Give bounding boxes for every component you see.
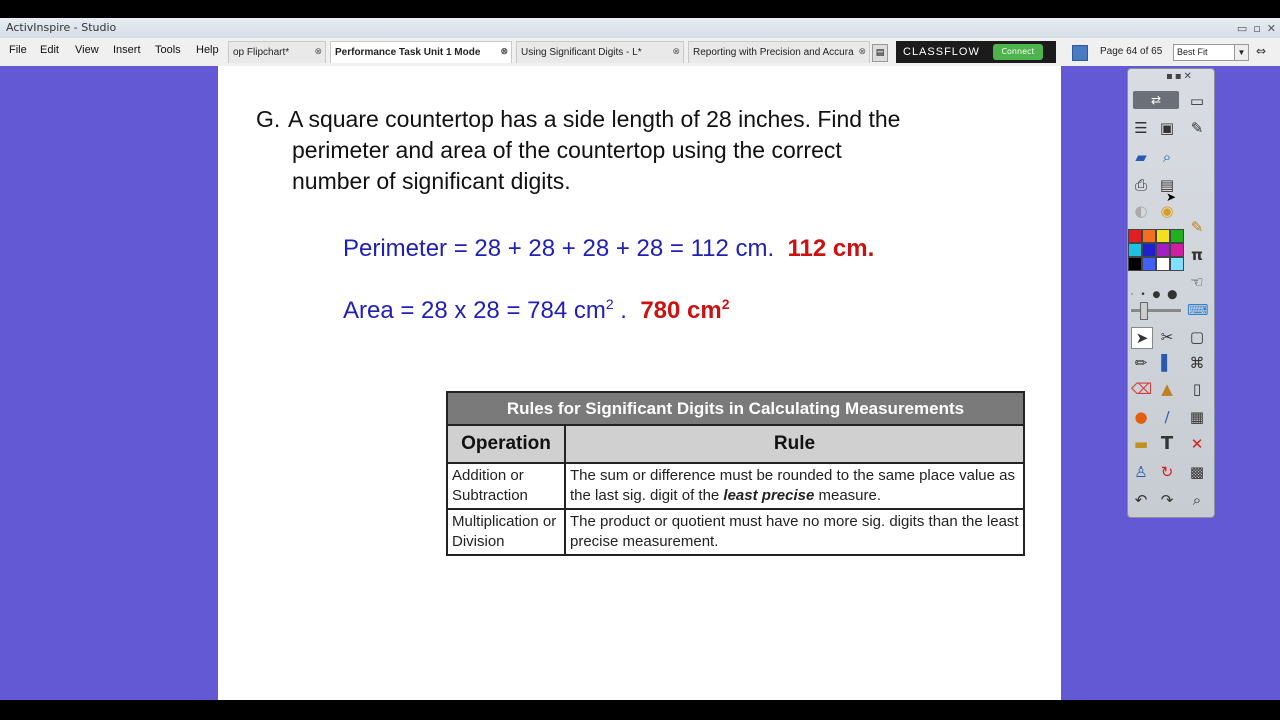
window-title: ActivInspire - Studio: [6, 21, 117, 34]
tab-label: Reporting with Precision and Accura: [693, 47, 854, 58]
tab-list-icon[interactable]: ▤: [872, 44, 888, 62]
rule-text: The product or quotient must have no more sig. digits than the least precise measurement.: [570, 513, 1019, 550]
rules-table: [446, 391, 1025, 556]
operation-cell: Addition or Subtraction: [447, 463, 565, 509]
tab-using-significant-digits[interactable]: [516, 41, 684, 63]
grid-icon[interactable]: ▦: [1189, 408, 1205, 426]
rule-cell: [565, 509, 1024, 555]
color-swatch-sky[interactable]: [1170, 257, 1184, 271]
question-line-2: perimeter and area of the countertop using the correct: [292, 137, 842, 163]
color-swatch-purple[interactable]: [1156, 243, 1170, 257]
area-exponent: 2: [605, 296, 614, 312]
menu-edit[interactable]: Edit: [40, 44, 59, 56]
delete-icon[interactable]: ✕: [1190, 435, 1204, 453]
menu-view[interactable]: View: [75, 44, 99, 56]
restore-icon[interactable]: ▫: [1253, 21, 1261, 35]
question-text: [256, 104, 1016, 197]
connector-icon[interactable]: ∕: [1164, 408, 1170, 426]
rule-text: The sum or difference must be rounded to the same place value as the last sig. digit of the: [570, 467, 1015, 504]
color-swatch-light-blue[interactable]: [1142, 257, 1156, 271]
window-controls: [1237, 19, 1276, 37]
pen-icon[interactable]: ✏: [1134, 354, 1148, 372]
page-icon[interactable]: ▢: [1189, 328, 1205, 346]
tab-label: Using Significant Digits - L*: [521, 47, 642, 58]
area-equation: Area = 28 x 28 = 784 cm: [343, 297, 606, 324]
table-row: [447, 463, 1024, 509]
undo-dim-icon[interactable]: ◐: [1134, 202, 1148, 220]
color-swatch-black[interactable]: [1128, 257, 1142, 271]
redo-icon[interactable]: ↷: [1160, 491, 1174, 509]
shape-icon[interactable]: ●: [1134, 408, 1148, 426]
rule-emphasis: least precise: [723, 487, 815, 504]
color-swatch-white[interactable]: [1156, 257, 1170, 271]
rules-table-title: Rules for Significant Digits in Calculating Measurements: [447, 392, 1024, 425]
screen-capture-icon[interactable]: ▩: [1189, 463, 1205, 481]
operation-cell: Multiplication or Division: [447, 509, 565, 555]
highlighter-icon[interactable]: ▌: [1161, 354, 1173, 372]
question-line-3: number of significant digits.: [292, 168, 571, 194]
area-answer: 780 cm: [640, 297, 722, 324]
keyboard-icon[interactable]: ⌨: [1187, 301, 1209, 319]
color-swatch-blue[interactable]: [1142, 243, 1156, 257]
expand-arrows-icon[interactable]: ⇔: [1256, 44, 1267, 58]
reset-icon[interactable]: ↻: [1160, 463, 1174, 481]
rule-cell: [565, 463, 1024, 509]
tab-performance-task[interactable]: [330, 41, 512, 63]
color-swatch-orange[interactable]: [1142, 229, 1156, 243]
text-icon[interactable]: T: [1160, 433, 1174, 454]
camera-icon[interactable]: ⌘: [1189, 354, 1205, 372]
page-browser-icon[interactable]: [1072, 45, 1088, 61]
tab-reporting-precision[interactable]: [688, 41, 870, 63]
undo-icon[interactable]: ↶: [1134, 491, 1148, 509]
table-row: [447, 509, 1024, 555]
magnifier-icon[interactable]: ⌕: [1162, 148, 1172, 166]
menu-insert[interactable]: Insert: [113, 44, 141, 56]
pen-width-slider-track[interactable]: [1131, 309, 1181, 312]
perimeter-line: [343, 235, 874, 263]
clear-icon[interactable]: ▬: [1133, 435, 1149, 453]
scissors-icon[interactable]: ✂: [1160, 328, 1174, 346]
zoom-value: Best Fit: [1177, 47, 1208, 57]
rules-header-rule: Rule: [565, 425, 1024, 463]
question-letter: G.: [256, 106, 281, 132]
tab-label: Performance Task Unit 1 Mode: [335, 47, 481, 58]
menu-tools[interactable]: Tools: [155, 44, 181, 56]
close-icon[interactable]: ⊗: [314, 46, 322, 56]
close-icon[interactable]: ✕: [1266, 21, 1276, 35]
pen-width-slider-handle[interactable]: [1140, 302, 1148, 320]
pen-check-icon[interactable]: ✎: [1190, 119, 1204, 137]
pi-icon[interactable]: π: [1191, 246, 1203, 264]
color-swatch-magenta[interactable]: [1170, 243, 1184, 257]
color-swatch-green[interactable]: [1170, 229, 1184, 243]
toolbox-controls[interactable]: ▪▪✕: [1166, 71, 1194, 82]
tab-flipchart[interactable]: [228, 41, 326, 63]
revealer-icon[interactable]: ♙: [1134, 463, 1148, 481]
area-answer-exponent: 2: [721, 296, 730, 312]
fill-icon[interactable]: ▲: [1161, 380, 1173, 398]
classflow-connect-button[interactable]: Connect: [993, 44, 1043, 60]
area-period: .: [613, 297, 627, 324]
area-line: [343, 296, 730, 325]
mouse-cursor-icon: ➤: [1166, 190, 1177, 204]
minimize-icon[interactable]: ▭: [1236, 21, 1248, 35]
close-icon[interactable]: ⊗: [858, 46, 866, 56]
object-browser-icon[interactable]: ▰: [1135, 148, 1147, 166]
classflow-label: CLASSFLOW: [903, 46, 980, 58]
zoom-icon[interactable]: ⌕: [1192, 491, 1202, 509]
blank-page-icon[interactable]: ▯: [1192, 380, 1202, 398]
eraser-icon[interactable]: ⌫: [1131, 380, 1153, 398]
resource-library-icon[interactable]: ▣: [1159, 119, 1175, 137]
close-icon[interactable]: ⊗: [672, 46, 680, 56]
perimeter-answer: 112 cm.: [787, 235, 875, 262]
question-line-1: A square countertop has a side length of 28 inches. Find the: [288, 106, 901, 132]
tab-label: op Flipchart*: [233, 47, 290, 58]
printer-icon[interactable]: ⎙: [1134, 176, 1147, 194]
pen-tool-icon[interactable]: ✎: [1190, 218, 1204, 236]
zoom-select[interactable]: [1173, 44, 1249, 61]
page-count: Page 64 of 65: [1100, 46, 1163, 57]
perimeter-equation: Perimeter = 28 + 28 + 28 + 28 = 112 cm.: [343, 235, 775, 262]
rules-header-operation: Operation: [447, 425, 565, 463]
desktop-icon[interactable]: ▭: [1189, 92, 1205, 110]
folder-icon[interactable]: ▤: [1159, 176, 1175, 194]
page-browser-tool-icon[interactable]: ☰: [1134, 119, 1148, 137]
pen-width-dots[interactable]: · • ● ⬤: [1130, 290, 1180, 300]
menu-file[interactable]: File: [9, 44, 27, 56]
window-title-bar: [0, 18, 1280, 38]
globe-icon[interactable]: ◉: [1160, 202, 1174, 220]
hand-icon[interactable]: ☜: [1190, 273, 1204, 291]
color-swatch-red[interactable]: [1128, 229, 1142, 243]
flipchart-switch-icon[interactable]: ⇄: [1133, 91, 1179, 109]
color-swatch-yellow[interactable]: [1156, 229, 1170, 243]
color-swatch-cyan[interactable]: [1128, 243, 1142, 257]
chevron-down-icon[interactable]: ▼: [1234, 45, 1248, 60]
select-arrow-icon[interactable]: ➤: [1131, 327, 1153, 349]
menu-help[interactable]: Help: [196, 44, 219, 56]
close-icon[interactable]: ⊗: [500, 46, 508, 56]
rule-text-end: measure.: [814, 487, 882, 504]
